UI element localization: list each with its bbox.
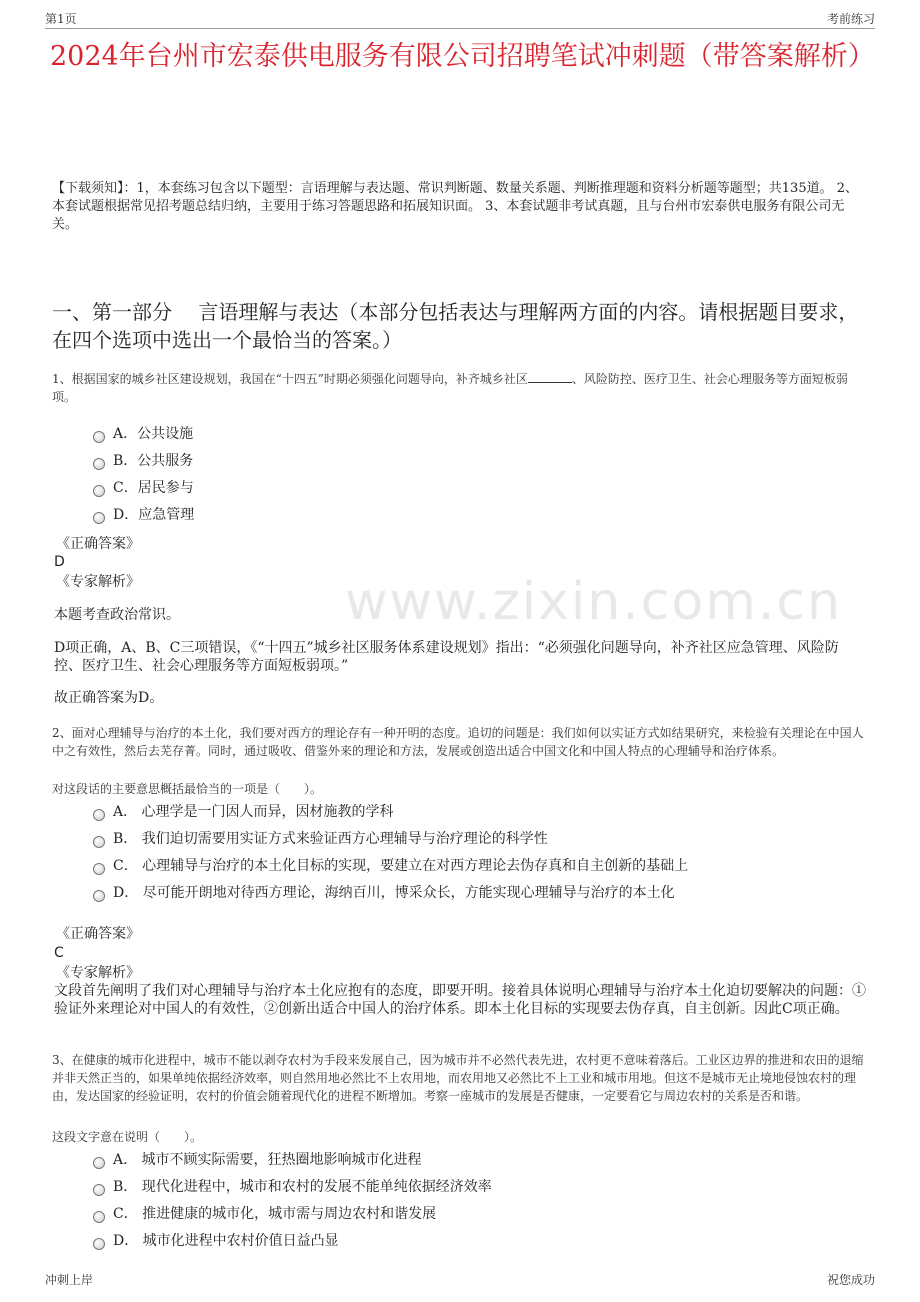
q3-option-b[interactable]: B． 现代化进程中，城市和农村的发展不能单纯依据经济效率 [93, 1178, 492, 1196]
q1-option-b[interactable]: B．公共服务 [93, 452, 193, 470]
header-label: 考前练习 [826, 12, 875, 26]
q2-option-b[interactable]: B． 我们迫切需要用实证方式来验证西方心理辅导与治疗理论的科学性 [93, 830, 548, 848]
q3-option-a[interactable]: A． 城市不顾实际需要，狂热圈地影响城市化进程 [93, 1151, 422, 1169]
radio-icon[interactable] [93, 431, 105, 443]
question-2-ask: 对这段话的主要意思概括最恰当的一项是（ ）。 [52, 782, 323, 796]
radio-icon[interactable] [93, 1184, 105, 1196]
radio-icon[interactable] [93, 836, 105, 848]
q2-option-c[interactable]: C． 心理辅导与治疗的本土化目标的实现，要建立在对西方理论去伪存真和自主创新的基础上 [93, 857, 688, 875]
watermark-text: www.zixin.com.cn [345, 572, 842, 632]
question-3-ask: 这段文字意在说明（ ）。 [52, 1130, 203, 1144]
header-divider [45, 28, 875, 29]
q1-analysis-label: 《专家解析》 [56, 574, 140, 590]
q2-answer-label: 《正确答案》 [56, 926, 140, 942]
q2-option-d[interactable]: D． 尽可能开朗地对待西方理论，海纳百川，博采众长，方能实现心理辅导与治疗的本土化 [93, 884, 675, 902]
q2-analysis-label: 《专家解析》 [56, 965, 140, 981]
q1-option-c[interactable]: C．居民参与 [93, 479, 194, 497]
radio-icon[interactable] [93, 512, 105, 524]
q3-option-d[interactable]: D． 城市化进程中农村价值日益凸显 [93, 1232, 339, 1250]
radio-icon[interactable] [93, 863, 105, 875]
document-title: 2024年台州市宏泰供电服务有限公司招聘笔试冲刺题（带答案解析） [50, 41, 875, 72]
question-1-stem: 1、根据国家的城乡社区建设规划，我国在“十四五”时期必须强化问题导向，补齐城乡社区 、风险防控、医疗卫生、社会心理服务等方面短板弱项。 [52, 372, 848, 404]
question-2-stem: 2、面对心理辅导与治疗的本土化，我们要对西方的理论存有一种开明的态度。追切的问题是：我们如何以实证方式如结果研究，来检验有关理论在中国人中之有效性，然后去芜存菁。同时，通过吸收、借鉴外来的理论和方法，发展或创造出适合中国文化和中国人特点的心理辅导和治疗体系。 [52, 726, 864, 758]
q1-answer-label: 《正确答案》 [56, 536, 140, 552]
footer-left: 冲刺上岸 [45, 1273, 94, 1287]
download-notice: 【下载须知】：1，本套练习包含以下题型：言语理解与表达题、常识判断题、数量关系题、判断推理题和资料分析题等题型；共135道。 2、本套试题根据常见招考题总结归纳，主要用于练习答题思路和拓展知识面。 3、本套试题非考试真题，且与台州市宏泰供电服务有限公司无关。 [52, 181, 858, 232]
question-3-stem: 3、在健康的城市化进程中，城市不能以剥夺农村为手段来发展自己，因为城市并不必然代表先进，农村更不意味着落后。工业区边界的推进和农田的退缩并非天然正当的，如果单纯依据经济效率，则自然用地必然比不上农用地，而农用地又必然比不上工业和城市用地。但这不是城市无止境地侵蚀农村的理由，发达国家的经验证明，农村的价值会随着现代化的进程不断增加。考察一座城市的发展是否健康，一定要看它与周边农村的关系是否和谐。 [52, 1053, 864, 1103]
radio-icon[interactable] [93, 809, 105, 821]
section-title: 一、第一部分 言语理解与表达（本部分包括表达与理解两方面的内容。请根据题目要求，在四个选项中选出一个最恰当的答案。） [52, 300, 859, 352]
footer-right: 祝您成功 [826, 1273, 875, 1287]
answer-blank [528, 382, 572, 383]
page-number: 第1页 [45, 12, 77, 26]
q2-answer: C [54, 945, 64, 961]
q1-answer: D [54, 554, 65, 570]
radio-icon[interactable] [93, 1157, 105, 1169]
q1-analysis-line-3: 故正确答案为D。 [54, 690, 164, 706]
q2-analysis: 文段首先阐明了我们对心理辅导与治疗本土化应抱有的态度，即要开明。接着具体说明心理辅导与治疗本土化迫切要解决的问题：①验证外来理论对中国人的有效性，②创新出适合中国人的治疗体系。即本土化目标的实现要去伪存真，自主创新。因此C项正确。 [54, 983, 866, 1017]
q1-option-a[interactable]: A．公共设施 [93, 425, 193, 443]
q1-option-d[interactable]: D．应急管理 [93, 506, 194, 524]
radio-icon[interactable] [93, 458, 105, 470]
radio-icon[interactable] [93, 1238, 105, 1250]
q1-analysis-line-2: D项正确，A、B、C三项错误，《“十四五”城乡社区服务体系建设规划》指出：“必须强化问题导向，补齐社区应急管理、风险防控、医疗卫生、社会心理服务等方面短板弱项。” [54, 640, 839, 674]
q3-option-c[interactable]: C． 推进健康的城市化，城市需与周边农村和谐发展 [93, 1205, 436, 1223]
q2-option-a[interactable]: A． 心理学是一门因人而异，因材施教的学科 [93, 803, 394, 821]
radio-icon[interactable] [93, 1211, 105, 1223]
q1-analysis-line-1: 本题考查政治常识。 [54, 607, 180, 623]
radio-icon[interactable] [93, 890, 105, 902]
radio-icon[interactable] [93, 485, 105, 497]
